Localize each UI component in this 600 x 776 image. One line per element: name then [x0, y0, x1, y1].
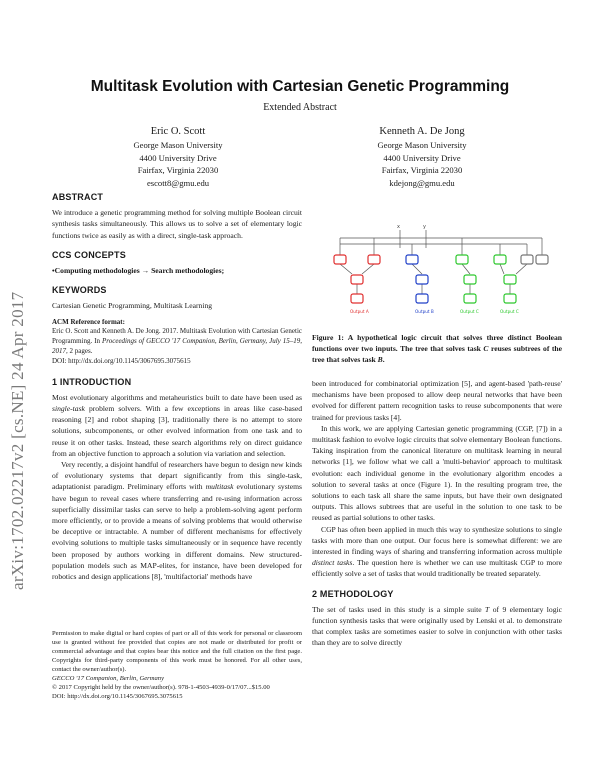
methodology-heading: 2 METHODOLOGY: [312, 588, 394, 599]
copyright-note: © 2017 Copyright held by the owner/author(s). 978-1-4503-4939-0/17/07...$15.00: [52, 684, 270, 691]
acm-ref-line1: Eric O. Scott and Kenneth A. De Jong. 2017. Multitask Evolution with Cartesian Genetic Programming. In: [52, 327, 302, 346]
arxiv-stamp: arXiv:1702.02217v2 [cs.NE] 24 Apr 2017: [8, 291, 27, 590]
footnote: [52, 629, 302, 701]
intro-heading: 1 INTRODUCTION: [52, 376, 132, 387]
green-gates: [456, 255, 516, 303]
paper-title: Multitask Evolution with Cartesian Genetic Programming: [90, 78, 510, 95]
keywords-text: Cartesian Genetic Programming, Multitask Learning: [52, 301, 213, 311]
acm-ref-line2: 2 pages.: [67, 347, 93, 356]
acm-reference: [52, 318, 302, 367]
output-c-label-2: Output C: [500, 309, 519, 314]
right-paragraph-0: been introduced for combinatorial optimization [5], and agent-based 'path-reuse' mechanisms have been proposed to allow deep neural networks that have been evolved for different pattern recognition tasks to reuse subcomponents that were trained for previous tasks [4].: [312, 379, 562, 422]
author-street: 4400 University Drive: [383, 152, 461, 163]
input-y-label: y: [423, 224, 426, 230]
methodology-text: The set of tasks used in this study is a simple suite T of 9 elementary logic function synthesis tasks that were originally used by Lenski et al. to demonstrate that complex tasks are sometimes easier to solve in conjunction with other tasks than they are to solve directly: [312, 604, 562, 648]
ccs-text: •Computing methodologies → Search methodologies;: [52, 266, 225, 276]
right-column: [312, 378, 562, 649]
author-affiliation: George Mason University: [133, 140, 223, 150]
author-block-2: [322, 124, 522, 189]
author-block-1: [78, 124, 278, 189]
paper-subtitle: Extended Abstract: [263, 102, 337, 113]
output-c-label: Output C: [460, 309, 479, 314]
blue-gates: [406, 255, 428, 303]
input-x-label: x: [397, 224, 400, 230]
keywords-heading: KEYWORDS: [52, 285, 107, 296]
red-gates: [334, 255, 380, 303]
ccs-heading: CCS CONCEPTS: [52, 249, 126, 260]
right-paragraph-1: In this work, we are applying Cartesian genetic programming (CGP, [7]) in a multitask fashion to evolve logic circuits that solve elementary Boolean functions. Taking inspiration from the canonical literature on multitask learning in neural networks [1], we follow what we call a 'multi-behavior' approach to multitask evolution: each individual genome in the evolutionary algorithm encodes a solution to several tasks at once (Figure 1). In the resulting program tree, the solutions to each task all share the same inputs, but have their own designated outputs. This allows subtrees that are useful in the solution to one task to be reused as partial solutions to other tasks.: [312, 423, 562, 523]
author-name: Kenneth A. De Jong: [379, 126, 465, 137]
author-email[interactable]: kdejong@gmu.edu: [389, 177, 455, 188]
author-street: 4400 University Drive: [139, 152, 217, 163]
acm-ref-venue: Proceedings of GECCO '17 Companion, Berlin, Germany, July 15–19, 2017,: [52, 337, 302, 356]
abstract-heading: ABSTRACT: [52, 192, 104, 202]
output-a-label: Output A: [350, 309, 369, 314]
author-city: Fairfax, Virginia 22030: [137, 165, 219, 175]
author-city: Fairfax, Virginia 22030: [381, 165, 463, 175]
acm-ref-doi[interactable]: DOI: http://dx.doi.org/10.1145/3067695.3075615: [52, 356, 191, 365]
right-paragraph-2: CGP has often been applied in much this way to synthesize solutions to single tasks with more than one output. Our focus here is somewhat different: we are interested in finding ways of sharing and transferring information across multiple distinct tasks. The question here is whether we can use multitask CGP to more efficiently solve a set of tasks that would traditionally be treated separately.: [312, 524, 562, 579]
figure-caption: Figure 1: A hypothetical logic circuit that solves three distinct Boolean functions over two inputs. The tree that solves task C reuses subtrees of the tree that solves task B.: [312, 333, 562, 364]
author-affiliation: George Mason University: [377, 140, 467, 150]
conference-note: GECCO '17 Companion, Berlin, Germany: [52, 675, 165, 682]
footnote-doi[interactable]: DOI: http://dx.doi.org/10.1145/3067695.3075615: [52, 693, 183, 700]
intro-paragraph-1: Most evolutionary algorithms and metaheuristics built to date have been used as single-task problem solvers. With a few exceptions in areas like case-based reasoning [2] and robot shaping [3], traditionally there is no attempt to store solutions, subcomponents, or other evolved information from one task and to reuse it on other tasks. Instead, these search algorithms rely on direct guidance from an objective function to approach a solution via variation and selection.: [52, 392, 302, 458]
permission-note: Permission to make digital or hard copies of part or all of this work for personal or classroom use is granted without fee provided that copies are not made or distributed for profit or commercial advantage and that copies bear this notice and the full citation on the first page. Copyrights for third-party components of this work must be honored. For all other uses, contact the owner/author(s).: [52, 630, 302, 673]
abstract-text: We introduce a genetic programming method for solving multiple Boolean circuit synthesis tasks simultaneously. This allows us to solve a set of elementary logic functions twice as easily as with a direct, single-task approach.: [52, 208, 302, 240]
gray-gates: [521, 255, 548, 264]
author-email[interactable]: escott8@gmu.edu: [146, 177, 210, 188]
acm-ref-heading: ACM Reference format:: [52, 317, 125, 326]
author-name: Eric O. Scott: [150, 126, 206, 137]
intro-paragraph-2: Very recently, a disjoint handful of researchers have begun to design new kinds of evolutionary systems that depart significantly from this single-task, adaptationist paradigm. Preliminary efforts with multitask evolutionary systems have begun to reveal cases where transferring and re-using information across superficially dissimilar tasks can serve to help a problem-solving agent perform more efficiently, or to provide a means of solving problems that would otherwise be deceptive or intractable. A number of different mechanisms for effectively evolving solutions to multiple tasks simultaneously or in sequence have recently been proposed by authors working in different domains. New structured-population models such as MAP-elites, for instance, have been developed for robotics and design applications [8], 'multifactorial' methods have: [52, 460, 303, 582]
logic-circuit-figure: [312, 200, 562, 320]
output-b-label: Output B: [415, 309, 434, 314]
left-column: [52, 192, 303, 700]
